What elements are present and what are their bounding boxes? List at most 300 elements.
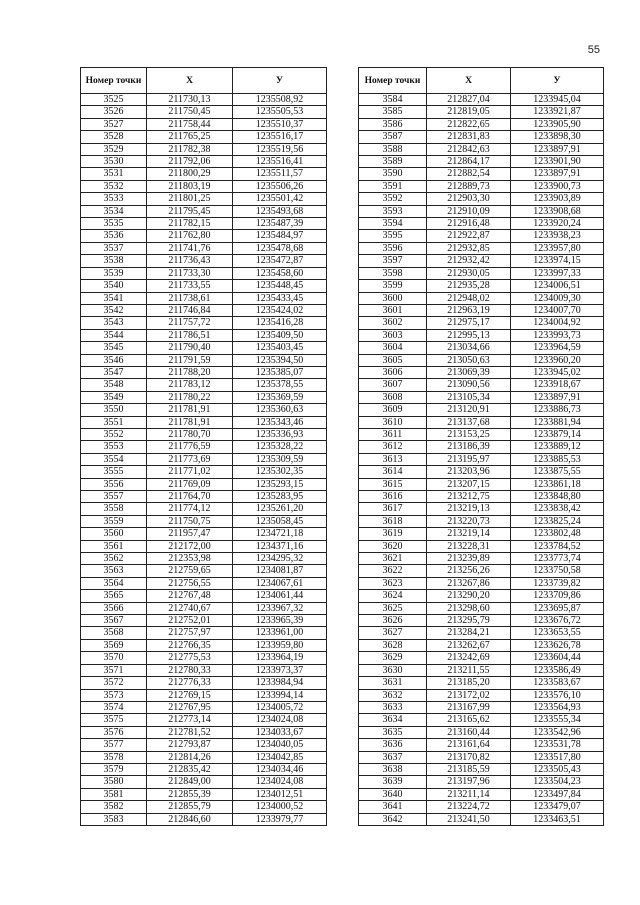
- x-coordinate-cell: 212767,95: [147, 701, 233, 713]
- x-coordinate-cell: 213105,34: [427, 391, 511, 403]
- page-number: 55: [587, 44, 600, 56]
- x-coordinate-cell: 213170,82: [427, 751, 511, 763]
- point-number-cell: 3600: [359, 292, 427, 304]
- point-number-cell: 3575: [81, 714, 147, 726]
- x-coordinate-cell: 212910,09: [427, 205, 511, 217]
- table-row: [359, 602, 604, 614]
- point-number-cell: 3563: [81, 565, 147, 577]
- y-coordinate-cell: 1233875,55: [511, 466, 604, 478]
- y-coordinate-cell: 1234295,32: [233, 553, 327, 565]
- point-number-cell: 3591: [359, 180, 427, 192]
- x-coordinate-cell: 212757,97: [147, 627, 233, 639]
- y-coordinate-cell: 1235519,56: [233, 143, 327, 155]
- x-coordinate-cell: 213241,50: [427, 813, 511, 825]
- x-coordinate-cell: 211765,25: [147, 131, 233, 143]
- table-row: [81, 354, 327, 366]
- point-number-cell: 3562: [81, 553, 147, 565]
- point-number-cell: 3585: [359, 106, 427, 118]
- point-number-cell: 3534: [81, 205, 147, 217]
- x-coordinate-cell: 213165,62: [427, 714, 511, 726]
- point-number-cell: 3572: [81, 677, 147, 689]
- point-number-cell: 3594: [359, 218, 427, 230]
- point-number-cell: 3599: [359, 280, 427, 292]
- point-number-cell: 3584: [359, 94, 427, 106]
- y-coordinate-cell: 1233517,80: [511, 751, 604, 763]
- table-row: [81, 503, 327, 515]
- point-number-cell: 3558: [81, 503, 147, 515]
- y-coordinate-cell: 1233889,12: [511, 441, 604, 453]
- point-number-cell: 3557: [81, 491, 147, 503]
- y-coordinate-cell: 1233964,59: [511, 342, 604, 354]
- y-coordinate-cell: 1233957,80: [511, 242, 604, 254]
- y-coordinate-cell: 1233897,91: [511, 143, 604, 155]
- x-coordinate-cell: 212752,01: [147, 615, 233, 627]
- table-row: [359, 180, 604, 192]
- table-row: [359, 751, 604, 763]
- header-point-number: Номер точки: [81, 68, 147, 94]
- point-number-cell: 3552: [81, 428, 147, 440]
- x-coordinate-cell: 212353,98: [147, 553, 233, 565]
- x-coordinate-cell: 211781,91: [147, 416, 233, 428]
- table-row: [359, 763, 604, 775]
- y-coordinate-cell: 1233531,78: [511, 739, 604, 751]
- y-coordinate-cell: 1235448,45: [233, 280, 327, 292]
- y-coordinate-cell: 1234000,52: [233, 801, 327, 813]
- x-coordinate-cell: 213195,97: [427, 453, 511, 465]
- point-number-cell: 3623: [359, 577, 427, 589]
- x-coordinate-cell: 211795,45: [147, 205, 233, 217]
- point-number-cell: 3538: [81, 255, 147, 267]
- point-number-cell: 3576: [81, 726, 147, 738]
- table-row: [359, 428, 604, 440]
- point-number-cell: 3583: [81, 813, 147, 825]
- x-coordinate-cell: 211781,91: [147, 404, 233, 416]
- y-coordinate-cell: 1235369,59: [233, 391, 327, 403]
- point-number-cell: 3570: [81, 652, 147, 664]
- y-coordinate-cell: 1233920,24: [511, 218, 604, 230]
- point-number-cell: 3567: [81, 615, 147, 627]
- point-number-cell: 3616: [359, 491, 427, 503]
- x-coordinate-cell: 211769,09: [147, 478, 233, 490]
- point-number-cell: 3610: [359, 416, 427, 428]
- x-coordinate-cell: 212831,83: [427, 131, 511, 143]
- point-number-cell: 3556: [81, 478, 147, 490]
- point-number-cell: 3624: [359, 590, 427, 602]
- point-number-cell: 3621: [359, 553, 427, 565]
- x-coordinate-cell: 213160,44: [427, 726, 511, 738]
- x-coordinate-cell: 211783,12: [147, 379, 233, 391]
- x-coordinate-cell: 211792,06: [147, 156, 233, 168]
- point-number-cell: 3630: [359, 664, 427, 676]
- y-coordinate-cell: 1234012,51: [233, 788, 327, 800]
- point-number-cell: 3550: [81, 404, 147, 416]
- table-row: [359, 813, 604, 825]
- x-coordinate-cell: 211741,76: [147, 242, 233, 254]
- x-coordinate-cell: 213161,64: [427, 739, 511, 751]
- x-coordinate-cell: 213137,68: [427, 416, 511, 428]
- point-number-cell: 3620: [359, 540, 427, 552]
- table-row: [359, 739, 604, 751]
- table-row: [81, 317, 327, 329]
- x-coordinate-cell: 212766,35: [147, 639, 233, 651]
- point-number-cell: 3564: [81, 577, 147, 589]
- x-coordinate-cell: 213207,15: [427, 478, 511, 490]
- x-coordinate-cell: 211801,25: [147, 193, 233, 205]
- x-coordinate-cell: 213290,20: [427, 590, 511, 602]
- x-coordinate-cell: 211803,19: [147, 180, 233, 192]
- point-number-cell: 3545: [81, 342, 147, 354]
- table-row: [81, 304, 327, 316]
- point-number-cell: 3529: [81, 143, 147, 155]
- x-coordinate-cell: 211780,22: [147, 391, 233, 403]
- point-number-cell: 3533: [81, 193, 147, 205]
- table-row: [81, 280, 327, 292]
- point-number-cell: 3566: [81, 602, 147, 614]
- table-row: [81, 801, 327, 813]
- x-coordinate-cell: 212932,85: [427, 242, 511, 254]
- table-row: [359, 131, 604, 143]
- point-number-cell: 3611: [359, 428, 427, 440]
- point-number-cell: 3554: [81, 453, 147, 465]
- y-coordinate-cell: 1233961,00: [233, 627, 327, 639]
- y-coordinate-cell: 1233965,39: [233, 615, 327, 627]
- x-coordinate-cell: 212756,55: [147, 577, 233, 589]
- table-row: [81, 540, 327, 552]
- x-coordinate-cell: 213185,59: [427, 763, 511, 775]
- x-coordinate-cell: 212963,19: [427, 304, 511, 316]
- y-coordinate-cell: 1235394,50: [233, 354, 327, 366]
- point-number-cell: 3532: [81, 180, 147, 192]
- point-number-cell: 3603: [359, 329, 427, 341]
- point-number-cell: 3544: [81, 329, 147, 341]
- table-row: [359, 193, 604, 205]
- x-coordinate-cell: 212814,26: [147, 751, 233, 763]
- table-row: [359, 379, 604, 391]
- y-coordinate-cell: 1233825,24: [511, 515, 604, 527]
- y-coordinate-cell: 1233945,04: [511, 94, 604, 106]
- y-coordinate-cell: 1233905,90: [511, 118, 604, 130]
- x-coordinate-cell: 211800,29: [147, 168, 233, 180]
- x-coordinate-cell: 212842,63: [427, 143, 511, 155]
- y-coordinate-cell: 1233695,87: [511, 602, 604, 614]
- point-number-cell: 3578: [81, 751, 147, 763]
- table-row: [359, 441, 604, 453]
- y-coordinate-cell: 1235508,92: [233, 94, 327, 106]
- x-coordinate-cell: 212781,52: [147, 726, 233, 738]
- table-header-row: [359, 68, 604, 94]
- point-number-cell: 3619: [359, 528, 427, 540]
- point-number-cell: 3627: [359, 627, 427, 639]
- table-row: [81, 379, 327, 391]
- table-row: [359, 354, 604, 366]
- x-coordinate-cell: 212773,14: [147, 714, 233, 726]
- x-coordinate-cell: 212932,42: [427, 255, 511, 267]
- table-row: [81, 391, 327, 403]
- y-coordinate-cell: 1235409,50: [233, 329, 327, 341]
- table-row: [359, 342, 604, 354]
- y-coordinate-cell: 1233959,80: [233, 639, 327, 651]
- x-coordinate-cell: 211782,38: [147, 143, 233, 155]
- point-number-cell: 3626: [359, 615, 427, 627]
- y-coordinate-cell: 1235493,68: [233, 205, 327, 217]
- x-coordinate-cell: 213120,91: [427, 404, 511, 416]
- y-coordinate-cell: 1233848,80: [511, 491, 604, 503]
- x-coordinate-cell: 212780,33: [147, 664, 233, 676]
- table-row: [81, 788, 327, 800]
- x-coordinate-cell: 212948,02: [427, 292, 511, 304]
- x-coordinate-cell: 212775,53: [147, 652, 233, 664]
- table-row: [359, 701, 604, 713]
- table-row: [359, 801, 604, 813]
- table-row: [359, 503, 604, 515]
- x-coordinate-cell: 212172,00: [147, 540, 233, 552]
- table-row: [359, 540, 604, 552]
- point-number-cell: 3641: [359, 801, 427, 813]
- point-number-cell: 3604: [359, 342, 427, 354]
- table-row: [81, 813, 327, 825]
- point-number-cell: 3587: [359, 131, 427, 143]
- point-number-cell: 3577: [81, 739, 147, 751]
- x-coordinate-cell: 212849,00: [147, 776, 233, 788]
- table-row: [359, 391, 604, 403]
- x-coordinate-cell: 211776,59: [147, 441, 233, 453]
- table-body-right: [359, 94, 604, 826]
- x-coordinate-cell: 211764,70: [147, 491, 233, 503]
- table-row: [81, 577, 327, 589]
- x-coordinate-cell: 211780,70: [147, 428, 233, 440]
- x-coordinate-cell: 212740,67: [147, 602, 233, 614]
- y-coordinate-cell: 1234081,87: [233, 565, 327, 577]
- table-row: [359, 478, 604, 490]
- point-number-cell: 3551: [81, 416, 147, 428]
- y-coordinate-cell: 1235328,22: [233, 441, 327, 453]
- y-coordinate-cell: 1233505,43: [511, 763, 604, 775]
- table-row: [81, 528, 327, 540]
- table-row: [81, 776, 327, 788]
- table-row: [81, 565, 327, 577]
- y-coordinate-cell: 1234371,16: [233, 540, 327, 552]
- point-number-cell: 3635: [359, 726, 427, 738]
- y-coordinate-cell: 1235505,53: [233, 106, 327, 118]
- point-number-cell: 3530: [81, 156, 147, 168]
- y-coordinate-cell: 1234033,67: [233, 726, 327, 738]
- y-coordinate-cell: 1235487,39: [233, 218, 327, 230]
- x-coordinate-cell: 213050,63: [427, 354, 511, 366]
- point-number-cell: 3571: [81, 664, 147, 676]
- table-row: [81, 553, 327, 565]
- y-coordinate-cell: 1233918,67: [511, 379, 604, 391]
- point-number-cell: 3617: [359, 503, 427, 515]
- table-row: [81, 615, 327, 627]
- y-coordinate-cell: 1235478,68: [233, 242, 327, 254]
- point-number-cell: 3601: [359, 304, 427, 316]
- table-row: [359, 317, 604, 329]
- x-coordinate-cell: 212930,05: [427, 267, 511, 279]
- y-coordinate-cell: 1235516,41: [233, 156, 327, 168]
- point-number-cell: 3568: [81, 627, 147, 639]
- table-row: [359, 714, 604, 726]
- table-row: [359, 329, 604, 341]
- table-row: [81, 180, 327, 192]
- y-coordinate-cell: 1233908,68: [511, 205, 604, 217]
- point-number-cell: 3536: [81, 230, 147, 242]
- x-coordinate-cell: 213211,14: [427, 788, 511, 800]
- point-number-cell: 3582: [81, 801, 147, 813]
- y-coordinate-cell: 1235336,93: [233, 428, 327, 440]
- x-coordinate-cell: 212835,42: [147, 763, 233, 775]
- x-coordinate-cell: 213197,96: [427, 776, 511, 788]
- x-coordinate-cell: 211750,75: [147, 515, 233, 527]
- x-coordinate-cell: 212822,65: [427, 118, 511, 130]
- y-coordinate-cell: 1233653,55: [511, 627, 604, 639]
- x-coordinate-cell: 211757,72: [147, 317, 233, 329]
- point-number-cell: 3579: [81, 763, 147, 775]
- x-coordinate-cell: 212793,87: [147, 739, 233, 751]
- x-coordinate-cell: 212776,33: [147, 677, 233, 689]
- table-row: [359, 416, 604, 428]
- y-coordinate-cell: 1233750,58: [511, 565, 604, 577]
- y-coordinate-cell: 1235424,02: [233, 304, 327, 316]
- point-number-cell: 3525: [81, 94, 147, 106]
- point-number-cell: 3586: [359, 118, 427, 130]
- y-coordinate-cell: 1233900,73: [511, 180, 604, 192]
- header-x: X: [427, 68, 511, 94]
- table-row: [81, 168, 327, 180]
- x-coordinate-cell: 212995,13: [427, 329, 511, 341]
- y-coordinate-cell: 1233463,51: [511, 813, 604, 825]
- point-number-cell: 3625: [359, 602, 427, 614]
- header-y: У: [511, 68, 604, 94]
- point-number-cell: 3527: [81, 118, 147, 130]
- x-coordinate-cell: 211773,69: [147, 453, 233, 465]
- table-row: [81, 763, 327, 775]
- y-coordinate-cell: 1233994,14: [233, 689, 327, 701]
- point-number-cell: 3640: [359, 788, 427, 800]
- table-row: [81, 329, 327, 341]
- y-coordinate-cell: 1234040,05: [233, 739, 327, 751]
- table-row: [359, 292, 604, 304]
- y-coordinate-cell: 1235283,95: [233, 491, 327, 503]
- point-number-cell: 3537: [81, 242, 147, 254]
- y-coordinate-cell: 1234009,30: [511, 292, 604, 304]
- y-coordinate-cell: 1233897,91: [511, 168, 604, 180]
- table-row: [81, 627, 327, 639]
- table-row: [359, 639, 604, 651]
- y-coordinate-cell: 1233802,48: [511, 528, 604, 540]
- point-number-cell: 3588: [359, 143, 427, 155]
- y-coordinate-cell: 1235484,97: [233, 230, 327, 242]
- y-coordinate-cell: 1233504,23: [511, 776, 604, 788]
- y-coordinate-cell: 1233773,74: [511, 553, 604, 565]
- y-coordinate-cell: 1233973,37: [233, 664, 327, 676]
- point-number-cell: 3609: [359, 404, 427, 416]
- y-coordinate-cell: 1233984,94: [233, 677, 327, 689]
- x-coordinate-cell: 213172,02: [427, 689, 511, 701]
- point-number-cell: 3607: [359, 379, 427, 391]
- table-row: [81, 639, 327, 651]
- x-coordinate-cell: 212846,60: [147, 813, 233, 825]
- table-row: [359, 453, 604, 465]
- x-coordinate-cell: 213211,55: [427, 664, 511, 676]
- point-number-cell: 3561: [81, 540, 147, 552]
- point-number-cell: 3613: [359, 453, 427, 465]
- y-coordinate-cell: 1233960,20: [511, 354, 604, 366]
- point-number-cell: 3546: [81, 354, 147, 366]
- y-coordinate-cell: 1233879,14: [511, 428, 604, 440]
- table-row: [81, 143, 327, 155]
- y-coordinate-cell: 1233626,78: [511, 639, 604, 651]
- y-coordinate-cell: 1233974,15: [511, 255, 604, 267]
- point-number-cell: 3543: [81, 317, 147, 329]
- y-coordinate-cell: 1233497,84: [511, 788, 604, 800]
- point-number-cell: 3629: [359, 652, 427, 664]
- point-number-cell: 3636: [359, 739, 427, 751]
- x-coordinate-cell: 213090,56: [427, 379, 511, 391]
- y-coordinate-cell: 1233921,87: [511, 106, 604, 118]
- table-body-left: [81, 94, 327, 826]
- y-coordinate-cell: 1235501,42: [233, 193, 327, 205]
- table-row: [359, 168, 604, 180]
- table-row: [359, 652, 604, 664]
- x-coordinate-cell: 212864,17: [427, 156, 511, 168]
- point-number-cell: 3574: [81, 701, 147, 713]
- y-coordinate-cell: 1234006,51: [511, 280, 604, 292]
- header-y: У: [233, 68, 327, 94]
- y-coordinate-cell: 1233784,52: [511, 540, 604, 552]
- y-coordinate-cell: 1235458,60: [233, 267, 327, 279]
- x-coordinate-cell: 211774,12: [147, 503, 233, 515]
- x-coordinate-cell: 213219,14: [427, 528, 511, 540]
- point-number-cell: 3535: [81, 218, 147, 230]
- table-row: [81, 664, 327, 676]
- table-row: [81, 689, 327, 701]
- point-number-cell: 3642: [359, 813, 427, 825]
- x-coordinate-cell: 211733,55: [147, 280, 233, 292]
- y-coordinate-cell: 1233993,73: [511, 329, 604, 341]
- x-coordinate-cell: 211758,44: [147, 118, 233, 130]
- x-coordinate-cell: 211791,59: [147, 354, 233, 366]
- table-row: [359, 156, 604, 168]
- table-row: [359, 218, 604, 230]
- point-number-cell: 3549: [81, 391, 147, 403]
- table-row: [81, 751, 327, 763]
- y-coordinate-cell: 1234061,44: [233, 590, 327, 602]
- table-row: [81, 441, 327, 453]
- y-coordinate-cell: 1233967,32: [233, 602, 327, 614]
- table-row: [359, 577, 604, 589]
- x-coordinate-cell: 212855,39: [147, 788, 233, 800]
- point-number-cell: 3612: [359, 441, 427, 453]
- x-coordinate-cell: 213185,20: [427, 677, 511, 689]
- x-coordinate-cell: 212935,28: [427, 280, 511, 292]
- x-coordinate-cell: 213298,60: [427, 602, 511, 614]
- table-row: [81, 404, 327, 416]
- x-coordinate-cell: 211788,20: [147, 366, 233, 378]
- y-coordinate-cell: 1233897,91: [511, 391, 604, 403]
- y-coordinate-cell: 1235416,28: [233, 317, 327, 329]
- table-row: [359, 118, 604, 130]
- point-number-cell: 3589: [359, 156, 427, 168]
- table-row: [81, 218, 327, 230]
- x-coordinate-cell: 213212,75: [427, 491, 511, 503]
- x-coordinate-cell: 213219,13: [427, 503, 511, 515]
- x-coordinate-cell: 213262,67: [427, 639, 511, 651]
- table-row: [359, 776, 604, 788]
- y-coordinate-cell: 1235058,45: [233, 515, 327, 527]
- table-row: [81, 106, 327, 118]
- point-number-cell: 3606: [359, 366, 427, 378]
- table-row: [81, 466, 327, 478]
